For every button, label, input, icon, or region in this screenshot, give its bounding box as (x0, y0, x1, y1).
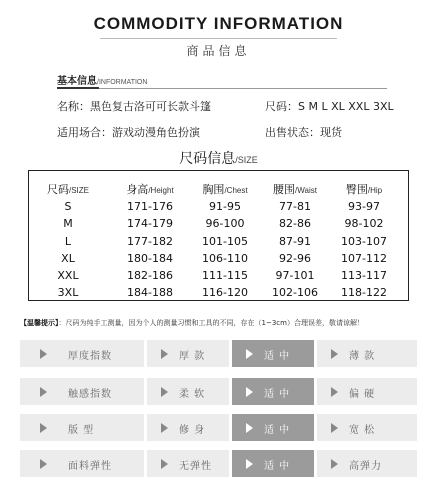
table-cell: 91-95 (209, 200, 241, 213)
play-triangle-icon (331, 423, 338, 433)
table-cell: 182-186 (127, 269, 173, 282)
play-triangle-icon (246, 349, 253, 359)
basic-info-divider-accent (57, 87, 99, 89)
table-cell: 184-188 (127, 286, 173, 299)
table-header-height (110, 181, 190, 197)
feature-name: 厚度指数 (68, 351, 112, 362)
table-header-size (38, 181, 98, 197)
table-cell: 113-117 (341, 269, 387, 282)
play-triangle-icon (331, 459, 338, 469)
size-section-title (0, 148, 437, 168)
feature-option-label: 高弹力 (349, 461, 382, 472)
feature-option-label: 厚 款 (179, 351, 206, 362)
table-cell: 174-179 (127, 217, 173, 230)
play-triangle-icon (161, 387, 168, 397)
table-cell: 77-81 (279, 200, 311, 213)
header-title-cn: 商品信息 (186, 44, 251, 58)
play-triangle-icon (246, 423, 253, 433)
feature-option (317, 340, 417, 367)
table-cell: 171-176 (127, 200, 173, 213)
play-triangle-icon (331, 387, 338, 397)
warm-tip-text: ：尺码为纯手工测量，因为个人的测量习惯和工具的不同，存在（1~3cm）合理误差，敬请谅解！ (58, 319, 364, 327)
feature-option-label: 宽 松 (349, 425, 376, 436)
play-triangle-icon (246, 387, 253, 397)
play-triangle-icon (40, 459, 47, 469)
table-cell: 92-96 (279, 252, 311, 265)
product-status: 出售状态：现货 (265, 126, 342, 139)
table-cell: L (64, 235, 72, 248)
feature-option-selected (232, 340, 314, 367)
table-cell: 82-86 (279, 217, 311, 230)
table-header-chest-cn: 胸围 (202, 183, 225, 196)
table-header-waist-cn: 腰围 (273, 183, 296, 196)
table-cell: 98-102 (344, 217, 384, 230)
table-cell: 101-105 (202, 235, 248, 248)
table-header-waist-en: /Waist (295, 186, 317, 195)
play-triangle-icon (161, 349, 168, 359)
feature-option (147, 450, 229, 477)
table-cell: 180-184 (127, 252, 173, 265)
feature-option (317, 450, 417, 477)
feature-row (20, 340, 417, 367)
table-cell: 87-91 (279, 235, 311, 248)
play-triangle-icon (161, 423, 168, 433)
table-cell: 111-115 (202, 269, 248, 282)
size-section-title-cn: 尺码信息 (179, 151, 236, 167)
header-divider (100, 38, 337, 39)
feature-option-label: 适 中 (264, 351, 291, 362)
warm-tip (20, 318, 364, 328)
table-cell: XL (61, 252, 75, 265)
feature-name-cell (20, 378, 144, 405)
table-header-size-en: /SIZE (68, 186, 89, 195)
feature-name-cell (20, 340, 144, 367)
table-cell: 177-182 (127, 235, 173, 248)
product-sizes: 尺码：S M L XL XXL 3XL (265, 100, 394, 113)
play-triangle-icon (40, 387, 47, 397)
table-header-chest (185, 181, 265, 197)
table-cell: M (63, 217, 73, 230)
product-occasion: 适用场合：游戏动漫角色扮演 (57, 126, 200, 139)
feature-option (317, 378, 417, 405)
table-header-hip-en: /Hip (367, 186, 383, 195)
table-cell: 107-112 (341, 252, 387, 265)
table-cell: 103-107 (341, 235, 387, 248)
play-triangle-icon (331, 349, 338, 359)
feature-option-label: 无弹性 (179, 461, 212, 472)
play-triangle-icon (246, 459, 253, 469)
table-cell: 96-100 (205, 217, 245, 230)
feature-row (20, 378, 417, 405)
feature-row (20, 414, 417, 441)
feature-option (147, 414, 229, 441)
play-triangle-icon (161, 459, 168, 469)
basic-info-title (57, 72, 147, 87)
feature-option-label: 适 中 (264, 461, 291, 472)
size-section-title-en: /SIZE (235, 155, 258, 165)
feature-option-label: 偏 硬 (349, 389, 376, 400)
product-name: 名称：黑色复古洛可可长款斗篷 (57, 100, 211, 113)
play-triangle-icon (40, 349, 47, 359)
feature-option (147, 378, 229, 405)
table-cell: S (64, 200, 72, 213)
basic-info-divider (57, 88, 387, 89)
table-header-height-en: /Height (148, 186, 174, 195)
feature-option-label: 柔 软 (179, 389, 206, 400)
basic-info-title-en: /INFORMATION (97, 79, 148, 86)
feature-option-label: 薄 款 (349, 351, 376, 362)
table-cell: 93-97 (348, 200, 380, 213)
table-header-waist (255, 181, 335, 197)
feature-option-selected (232, 378, 314, 405)
feature-name: 版 型 (68, 425, 95, 436)
feature-name: 触感指数 (68, 389, 112, 400)
feature-row (20, 450, 417, 477)
table-header-hip (324, 181, 404, 197)
table-cell: 106-110 (202, 252, 248, 265)
table-header-hip-cn: 臀围 (345, 183, 368, 196)
table-header-chest-en: /Chest (224, 186, 248, 195)
table-cell: 116-120 (202, 286, 248, 299)
table-cell: 118-122 (341, 286, 387, 299)
table-cell: 3XL (57, 286, 79, 299)
table-header-size-cn: 尺码 (46, 183, 69, 196)
feature-option-selected (232, 414, 314, 441)
feature-option-label: 适 中 (264, 389, 291, 400)
header-title-en: COMMODITY INFORMATION (93, 14, 344, 33)
basic-info-title-cn: 基本信息 (57, 76, 97, 87)
feature-option-label: 修 身 (179, 425, 206, 436)
table-cell: 102-106 (272, 286, 318, 299)
feature-name: 面料弹性 (68, 461, 112, 472)
table-cell: XXL (57, 269, 79, 282)
table-cell: 97-101 (275, 269, 315, 282)
feature-name-cell (20, 450, 144, 477)
feature-option-label: 适 中 (264, 425, 291, 436)
feature-name-cell (20, 414, 144, 441)
feature-option (317, 414, 417, 441)
feature-option-selected (232, 450, 314, 477)
play-triangle-icon (40, 423, 47, 433)
warm-tip-label: 【温馨提示】 (20, 319, 59, 327)
table-header-height-cn: 身高 (126, 183, 149, 196)
feature-option (147, 340, 229, 367)
